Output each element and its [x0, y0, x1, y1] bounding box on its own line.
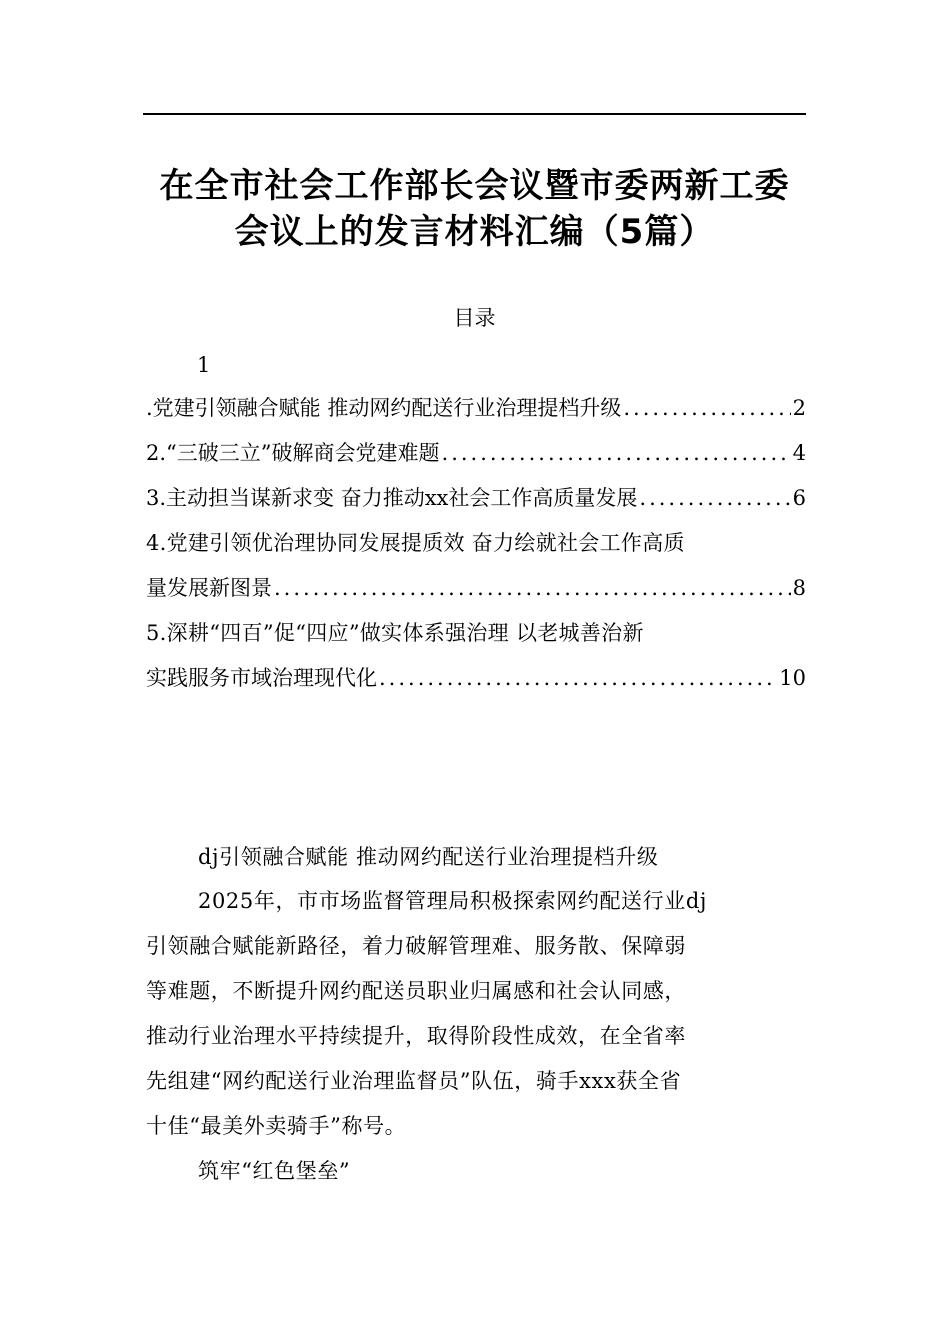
- toc-entry-3-page: 6: [792, 486, 806, 510]
- toc-entry-5[interactable]: [146, 663, 806, 693]
- toc-entry-5-text-line-2: 实践服务市域治理现代化: [146, 666, 377, 690]
- article-heading: dj引领融合赋能 推动网约配送行业治理提档升级: [198, 845, 659, 869]
- document-title-line-1: 在全市社会工作部长会议暨市委两新工委: [159, 166, 790, 206]
- article-paragraph-line-5: 先组建“网约配送行业治理监督员”队伍，骑手xxx获全省: [146, 1069, 682, 1093]
- toc-first-number: 1: [197, 353, 211, 377]
- toc-leader-dots: [639, 483, 790, 513]
- article-paragraph-line-2: 引领融合赋能新路径，着力破解管理难、服务散、保障弱: [146, 934, 686, 958]
- toc-entry-2[interactable]: [146, 438, 806, 468]
- document-title: [143, 163, 806, 255]
- toc-entry-2-page: 4: [792, 441, 806, 465]
- toc-heading: 目录: [453, 306, 496, 330]
- toc-entry-4[interactable]: [146, 573, 806, 603]
- toc-entry-1[interactable]: [146, 393, 806, 423]
- article-paragraph-line-4: 推动行业治理水平持续提升，取得阶段性成效，在全省率: [146, 1024, 686, 1048]
- article-paragraph-line-1: 2025年，市市场监督管理局积极探索网约配送行业dj: [198, 889, 707, 913]
- toc-leader-dots: [379, 663, 777, 693]
- toc-leader-dots: [623, 393, 790, 423]
- toc-entry-4-text-line-2: 量发展新图景: [146, 576, 272, 600]
- toc-leader-dots: [442, 438, 791, 468]
- toc-entry-1-text: .党建引领融合赋能 推动网约配送行业治理提档升级: [146, 396, 622, 420]
- toc-entry-5-line-1[interactable]: 5.深耕“四百”促“四应”做实体系强治理 以老城善治新: [146, 621, 644, 645]
- toc-entry-2-text: 2.“三破三立”破解商会党建难题: [146, 441, 440, 465]
- toc-entry-3-text: 3.主动担当谋新求变 奋力推动xx社会工作高质量发展: [146, 486, 638, 510]
- toc-leader-dots: [274, 573, 791, 603]
- top-horizontal-rule: [143, 113, 806, 115]
- article-paragraph-line-6: 十佳“最美外卖骑手”称号。: [146, 1114, 407, 1138]
- toc-entry-4-line-1[interactable]: 4.党建引领优治理协同发展提质效 奋力绘就社会工作高质: [146, 531, 685, 555]
- toc-entry-4-page: 8: [792, 576, 806, 600]
- toc-entry-5-page: 10: [779, 666, 806, 690]
- article-paragraph-line-3: 等难题，不断提升网约配送员职业归属感和社会认同感，: [146, 979, 686, 1003]
- toc-entry-3[interactable]: [146, 483, 806, 513]
- article-subheading: 筑牢“红色堡垒”: [198, 1159, 351, 1183]
- document-title-line-2: 会议上的发言材料汇编（5篇）: [234, 212, 715, 252]
- toc-entry-1-page: 2: [792, 396, 806, 420]
